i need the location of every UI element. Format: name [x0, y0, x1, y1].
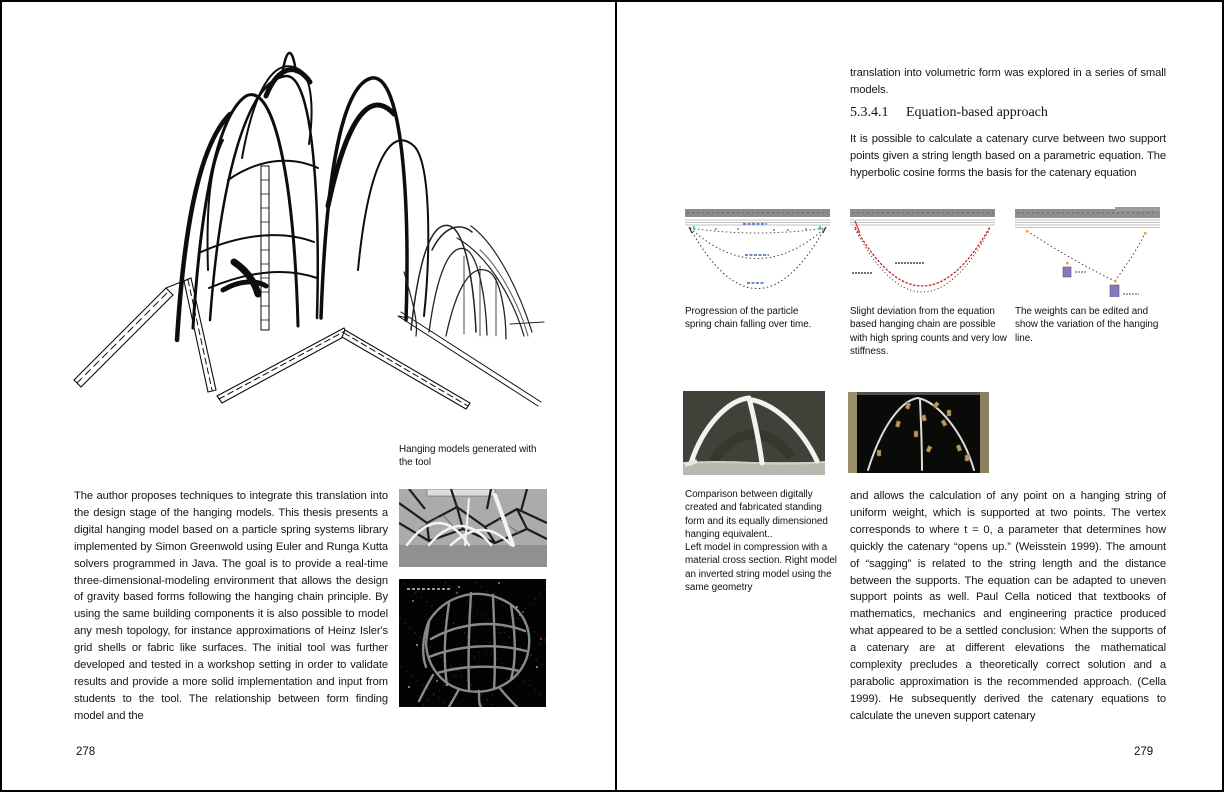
photo-caption	[685, 488, 837, 594]
applet-weights-figure	[1015, 207, 1160, 297]
main-figure-caption: Hanging models generated with the tool	[399, 444, 537, 469]
diagram-caption-2: Slight deviation from the equation based hanging chain are possible with high spring counts and very low stiffness.	[850, 306, 1007, 357]
photo-caption-line-2: Left model in compression with a material cross section. Right model an inverted string model using the same geometry	[685, 542, 837, 594]
section-heading	[850, 105, 1048, 121]
applet-deviation-figure	[850, 207, 995, 297]
digital-hanging-model-render-figure	[399, 489, 547, 567]
section-number: 5.3.4.1	[850, 105, 889, 120]
applet-progression-figure	[685, 207, 830, 297]
photo-caption-line-1: Comparison between digitally created and fabricated standing form and its equally dimensioned hanging equivalent..	[685, 489, 828, 540]
section-title: Equation-based approach	[906, 105, 1048, 120]
standing-model-photo	[683, 391, 825, 475]
diagram-caption-1: Progression of the particle spring chain falling over time.	[685, 306, 812, 331]
section-intro-text: It is possible to calculate a catenary curve between two support points given a string length based on a parametric equation. The hyperbolic cosine forms the basis for the catenary equation	[850, 133, 1166, 179]
hanging-string-model-photo	[848, 392, 989, 473]
page-number-left: 278	[76, 746, 96, 758]
left-page-body-text: The author proposes techniques to integrate this translation into the design stage of the hanging models. This thesis presents a digital hanging model based on a particle spring systems library implemented by Simon Greenwold using Euler and Runga Kutta solvers programmed in Java. The goal is to provide a real-time three-dimensional-modeling environment that allows the design of gravity based forms following the hanging chain principle. By using the same building components it is also possible to model any mesh topology, for instance approximations of Heinz Isler's grid shells or fabric like surfaces. The initial tool was further developed and tested in a workshop setting in order to validate results and provide a more solid implementation and input from students to the tool. The relationship between form finding model and the	[74, 490, 388, 722]
mesh-topology-screenshot-figure	[399, 579, 546, 707]
diagram-caption-3: The weights can be edited and show the variation of the hanging line.	[1015, 306, 1159, 344]
right-page-body-text: and allows the calculation of any point on a hanging string of uniform weight, which is supported at two points. The vertex corresponds to where t = 0, a parameter that determines how quickly the catenary “opens up.” (Weisstein 1999). The amount of “sagging” is related to the string length and the distance between the supports. The equation can be adapted to uneven support points as well. Paul Cella noticed that textbooks of mathematics, mechanics and engineering practice produced what appeared to be a settled conclusion: When the supports of a catenary are at different elevations the mathematical complexity precludes a theoretically correct solution and a parabolic approximation is the recommended approach. (Cella 1999). He subsequently derived the catenary equations to calculate the uneven support catenary	[850, 490, 1166, 722]
page-divider	[615, 2, 617, 792]
hanging-models-wireframe-figure	[60, 18, 565, 443]
right-page-intro-text: translation into volumetric form was explored in a series of small models.	[850, 67, 1166, 96]
page-number-right: 279	[1134, 746, 1154, 758]
